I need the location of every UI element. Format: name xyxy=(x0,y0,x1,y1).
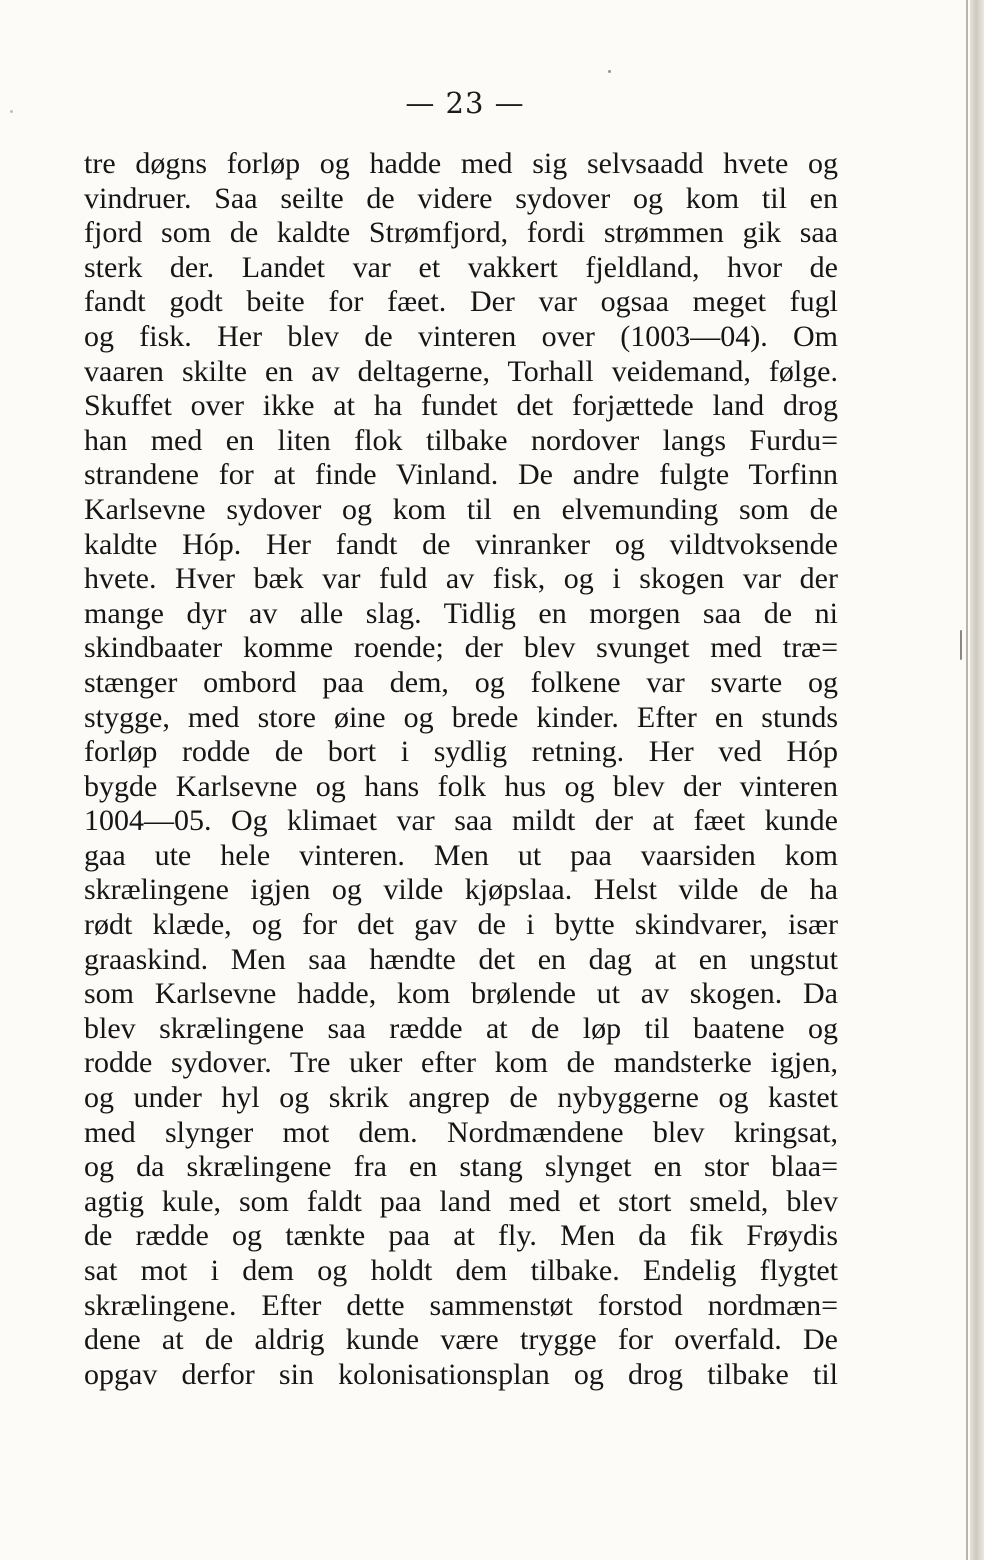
text-line: dene at de aldrig kunde være trygge for overfald. De xyxy=(84,1323,838,1357)
text-line: gaa ute hele vinteren. Men ut paa vaarsiden kom xyxy=(84,838,838,872)
text-line: fandt godt beite for fæet. Der var ogsaa meget fugl xyxy=(84,285,838,319)
text-line: mange dyr av alle slag. Tidlig en morgen saa de ni xyxy=(84,596,838,630)
text-line: Skuffet over ikke at ha fundet det forjættede land drog xyxy=(84,389,838,423)
text-line: bygde Karlsevne og hans folk hus og blev der vinteren xyxy=(84,769,838,803)
text-line: graaskind. Men saa hændte det en dag at en ungstut xyxy=(84,942,838,976)
text-line: skrælingene. Efter dette sammenstøt forstod nordmæn= xyxy=(84,1288,838,1322)
body-text xyxy=(84,147,838,1392)
text-line: fjord som de kaldte Strømfjord, fordi strømmen gik saa xyxy=(84,216,838,250)
page-edge-shadow xyxy=(966,0,968,1560)
page-edge xyxy=(970,0,984,1560)
scan-mark xyxy=(960,630,962,660)
text-line: han med en liten flok tilbake nordover langs Furdu= xyxy=(84,423,838,457)
text-line: vaaren skilte en av deltagerne, Torhall veidemand, følge. xyxy=(84,354,838,388)
text-line: med slynger mot dem. Nordmændene blev kringsat, xyxy=(84,1115,838,1149)
text-line: 1004—05. Og klimaet var saa mildt der at fæet kunde xyxy=(84,804,838,838)
text-line: sterk der. Landet var et vakkert fjeldland, hvor de xyxy=(84,250,838,284)
text-line: tre døgns forløp og hadde med sig selvsaadd hvete og xyxy=(84,147,838,180)
text-line: rødt klæde, og for det gav de i bytte skindvarer, især xyxy=(84,908,838,942)
text-line: strandene for at finde Vinland. De andre fulgte Torfinn xyxy=(84,458,838,492)
text-line: sat mot i dem og holdt dem tilbake. Endelig flygtet xyxy=(84,1254,838,1287)
page-number: — 23 — xyxy=(405,86,525,120)
text-line: blev skrælingene saa rædde at de løp til baatene og xyxy=(84,1011,838,1045)
text-line: rodde sydover. Tre uker efter kom de mandsterke igjen, xyxy=(84,1046,838,1080)
text-line: agtig kule, som faldt paa land med et stort smeld, blev xyxy=(84,1184,838,1218)
text-line: opgav derfor sin kolonisationsplan og drog tilbake til xyxy=(84,1357,838,1391)
text-line: vindruer. Saa seilte de videre sydover og kom til en xyxy=(84,181,838,215)
text-line: skindbaater komme roende; der blev svunget med træ= xyxy=(84,631,838,665)
text-line: stænger ombord paa dem, og folkene var svarte og xyxy=(84,665,838,699)
text-line: som Karlsevne hadde, kom brølende ut av skogen. Da xyxy=(84,977,838,1011)
text-line: og under hyl og skrik angrep de nybyggerne og kastet xyxy=(84,1081,838,1115)
text-line: Karlsevne sydover og kom til en elvemunding som de xyxy=(84,492,838,526)
text-line: de rædde og tænkte paa at fly. Men da fik Frøydis xyxy=(84,1219,838,1253)
text-line: stygge, med store øine og brede kinder. Efter en stunds xyxy=(84,700,838,734)
text-line: hvete. Hver bæk var fuld av fisk, og i skogen var der xyxy=(84,562,838,596)
text-line: skrælingene igjen og vilde kjøpslaa. Helst vilde de ha xyxy=(84,873,838,907)
text-line: og da skrælingene fra en stang slynget en stor blaa= xyxy=(84,1150,838,1184)
text-line: kaldte Hóp. Her fandt de vinranker og vildtvoksende xyxy=(84,527,838,561)
scan-speck xyxy=(608,70,611,73)
text-line: forløp rodde de bort i sydlig retning. Her ved Hóp xyxy=(84,735,838,769)
text-line: og fisk. Her blev de vinteren over (1003—04). Om xyxy=(84,319,838,353)
